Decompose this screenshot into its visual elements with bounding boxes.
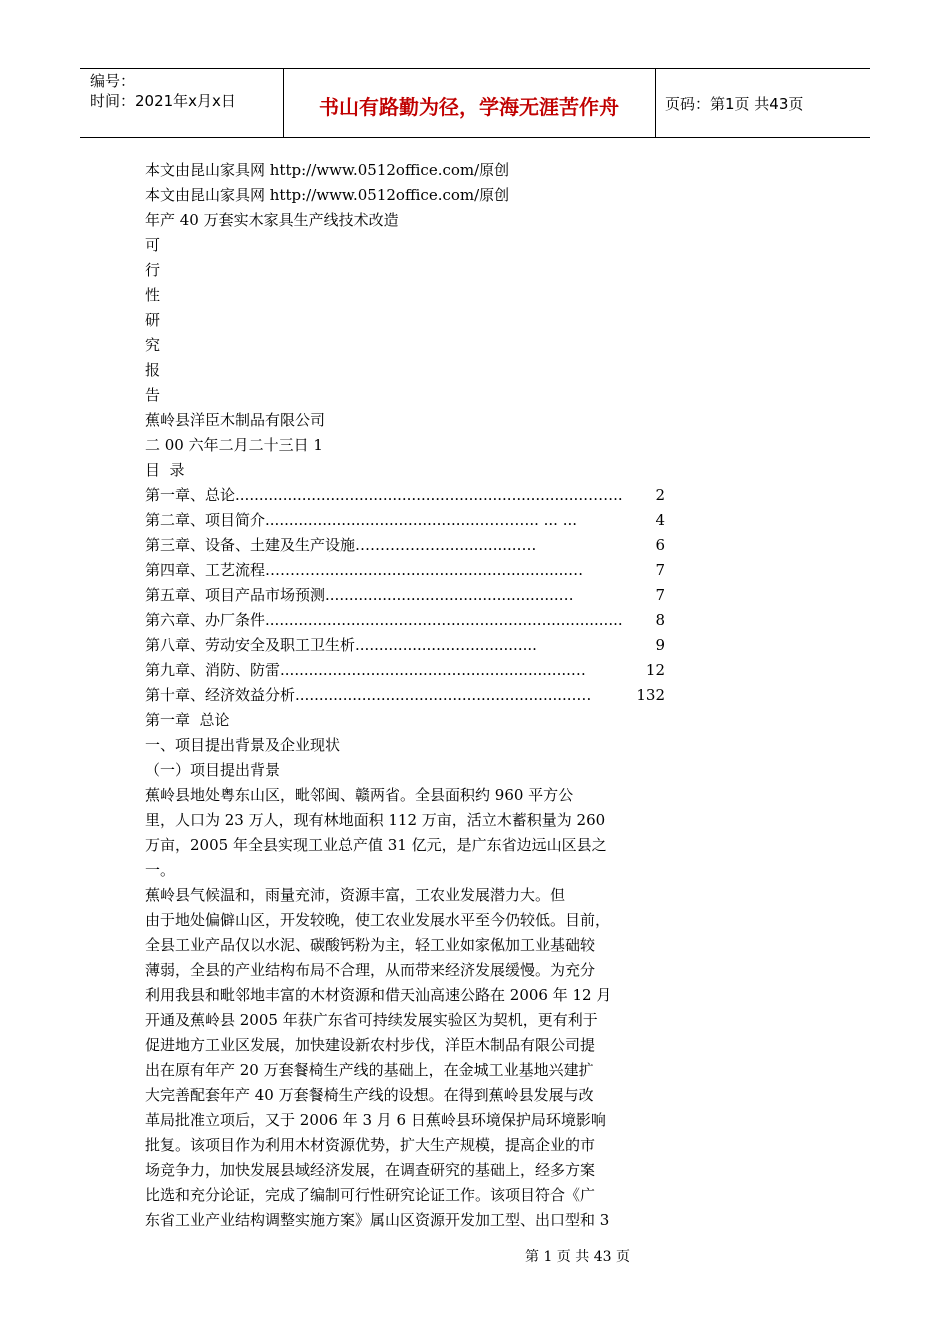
toc-title: 第十章、经济效益分析 bbox=[145, 686, 296, 704]
time-label: 时间：2021年x月x日 bbox=[90, 92, 236, 110]
toc-page: 4 bbox=[655, 511, 665, 529]
toc-leader: .................................................… bbox=[325, 586, 574, 604]
toc-entry bbox=[145, 683, 665, 708]
header-divider-right bbox=[655, 69, 656, 137]
paragraph-line: 革局批准立项后，又于 2006 年 3 月 6 日蕉岭县环境保护局环境影响 bbox=[145, 1111, 606, 1129]
report-date: 二 00 六年二月二十三日 1 bbox=[145, 436, 323, 454]
toc-entry bbox=[145, 583, 665, 608]
paragraph-line: 由于地处偏僻山区，开发较晚，使工农业发展水平至今仍较低。目前， bbox=[145, 911, 611, 929]
toc-heading: 目 录 bbox=[145, 461, 185, 479]
toc-leader: .............................................................… bbox=[280, 661, 586, 679]
toc-title: 第九章、消防、防雷 bbox=[145, 661, 281, 679]
paragraph-line: 万亩，2005 年全县实现工业总产值 31 亿元，是广东省边远山区县之 bbox=[145, 836, 607, 854]
paragraph-line: 全县工业产品仅以水泥、碳酸钙粉为主，轻工业如家俬加工业基础较 bbox=[145, 936, 596, 954]
toc-entry bbox=[145, 558, 665, 583]
toc-leader: ...........................................................… bbox=[295, 686, 592, 704]
toc-leader: …………...................................................… bbox=[265, 561, 584, 579]
subsection-heading: （一）项目提出背景 bbox=[145, 761, 281, 779]
report-title-char: 研 bbox=[145, 311, 161, 329]
toc-title: 第三章、设备、土建及生产设施 bbox=[145, 536, 356, 554]
report-title-char: 行 bbox=[145, 261, 161, 279]
toc-leader: ………………...............…. bbox=[355, 536, 537, 554]
toc-leader: ..............................................……….. ... ... bbox=[265, 511, 578, 529]
paragraph-line: 场竞争力，加快发展县域经济发展，在调查研究的基础上，经多方案 bbox=[145, 1161, 596, 1179]
chapter-heading: 第一章 总论 bbox=[145, 711, 230, 729]
report-title-char: 告 bbox=[145, 386, 161, 404]
toc-page: 7 bbox=[655, 586, 665, 604]
toc-entry bbox=[145, 658, 665, 683]
paragraph-line: 里，人口为 23 万人，现有林地面积 112 万亩，活立木蓄积量为 260 bbox=[145, 811, 606, 829]
paragraph-line: 大完善配套年产 40 万套餐椅生产线的设想。在得到蕉岭县发展与改 bbox=[145, 1086, 594, 1104]
report-title-char: 报 bbox=[145, 361, 161, 379]
toc-title: 第一章、总论 bbox=[145, 486, 236, 504]
toc-entry bbox=[145, 508, 665, 533]
toc-page: 7 bbox=[655, 561, 665, 579]
toc-leader: .........................................................................…….. bbox=[235, 486, 623, 504]
toc-page: 8 bbox=[655, 611, 665, 629]
paragraph-line: 蕉岭县气候温和，雨量充沛，资源丰富，工农业发展潜力大。但 bbox=[145, 886, 566, 904]
toc-entry bbox=[145, 483, 665, 508]
report-title-char: 究 bbox=[145, 336, 161, 354]
paragraph-line: 比选和充分论证，完成了编制可行性研究论证工作。该项目符合《广 bbox=[145, 1186, 596, 1204]
paragraph-line: 批复。该项目作为利用木材资源优势，扩大生产规模，提高企业的市 bbox=[145, 1136, 596, 1154]
paragraph-line: 蕉岭县地处粤东山区，毗邻闽、赣两省。全县面积约 960 平方公 bbox=[145, 786, 574, 804]
page-footer: 第 1 页 共 43 页 bbox=[525, 1249, 630, 1265]
document-body bbox=[145, 158, 665, 1233]
intro-line: 本文由昆山家具网 http://www.0512office.com/原创 bbox=[145, 186, 510, 204]
paragraph-line: 薄弱，全县的产业结构布局不合理，从而带来经济发展缓慢。为充分 bbox=[145, 961, 596, 979]
header-meta bbox=[90, 71, 236, 111]
toc-page: 9 bbox=[655, 636, 665, 654]
toc-entry bbox=[145, 533, 665, 558]
toc-title: 第五章、项目产品市场预测 bbox=[145, 586, 326, 604]
paragraph-line: 东省工业产业结构调整实施方案》属山区资源开发加工型、出口型和 3 bbox=[145, 1211, 610, 1229]
paragraph-line: 一。 bbox=[145, 861, 176, 879]
toc-page: 12 bbox=[645, 661, 665, 679]
toc-leader: ........................................................................... bbox=[265, 611, 623, 629]
toc-title: 第四章、工艺流程 bbox=[145, 561, 266, 579]
paragraph-line: 出在原有年产 20 万套餐椅生产线的基础上，在金城工业基地兴建扩 bbox=[145, 1061, 594, 1079]
toc-title: 第八章、劳动安全及职工卫生析 bbox=[145, 636, 356, 654]
toc-leader: .....................….............. bbox=[355, 636, 537, 654]
page-header bbox=[80, 68, 870, 138]
toc-title: 第二章、项目简介 bbox=[145, 511, 266, 529]
toc-page: 6 bbox=[655, 536, 665, 554]
paragraph-line: 利用我县和毗邻地丰富的木材资源和借天汕高速公路在 2006 年 12 月 bbox=[145, 986, 612, 1004]
paragraph-line: 开通及蕉岭县 2005 年获广东省可持续发展实验区为契机，更有利于 bbox=[145, 1011, 598, 1029]
company-name: 蕉岭县洋臣木制品有限公司 bbox=[145, 411, 326, 429]
header-page-code: 页码：第1页 共43页 bbox=[665, 95, 804, 113]
toc-title: 第六章、办厂条件 bbox=[145, 611, 266, 629]
section-heading: 一、项目提出背景及企业现状 bbox=[145, 736, 341, 754]
toc-entry bbox=[145, 633, 665, 658]
report-title-char: 可 bbox=[145, 236, 161, 254]
number-label: 编号： bbox=[90, 72, 136, 90]
report-title-line: 年产 40 万套实木家具生产线技术改造 bbox=[145, 211, 399, 229]
paragraph-line: 促进地方工业区发展，加快建设新农村步伐，洋臣木制品有限公司提 bbox=[145, 1036, 596, 1054]
header-motto: 书山有路勤为径，学海无涯苦作舟 bbox=[319, 94, 619, 119]
intro-line: 本文由昆山家具网 http://www.0512office.com/原创 bbox=[145, 161, 510, 179]
report-title-char: 性 bbox=[145, 286, 161, 304]
toc-page: 132 bbox=[636, 686, 665, 704]
toc-entry bbox=[145, 608, 665, 633]
toc-page: 2 bbox=[655, 486, 665, 504]
